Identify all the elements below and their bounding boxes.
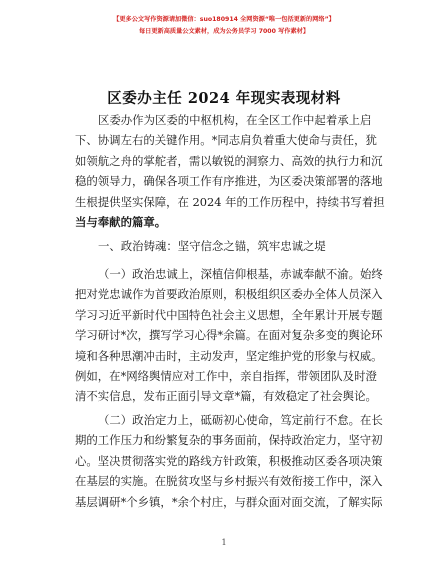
- text-line: 当与奉献的篇章。: [75, 215, 167, 230]
- subsection-2-paragraph: [75, 410, 382, 512]
- text-line: 学习习近平新时代中国特色社会主义思想，全年累计开展专题: [75, 307, 383, 322]
- text-line: 在基层的实施。在脱贫攻坚与乡村振兴有效衔接工作中，深入: [75, 474, 383, 489]
- text-line: 心。坚决贯彻落实党的路线方针政策，积极推动区委各项决策: [75, 453, 383, 468]
- text-line: （二）政治定力上，砥砺初心使命，笃定前行不怠。在长: [98, 413, 383, 427]
- page-number: 1: [221, 538, 227, 547]
- intro-paragraph: [75, 110, 385, 232]
- text-line: 清不实信息，发布正面引导文章*篇，有效稳定了社会舆论。: [75, 389, 377, 404]
- subsection-1-paragraph: [75, 264, 382, 407]
- text-line: 稳的领导力，确保各项工作有序推进，为区委决策部署的落地: [75, 174, 383, 189]
- text-line: 学习研讨*次，撰写学习心得*余篇。在面对复杂多变的舆论环: [75, 328, 383, 343]
- text-line: 基层调研*个乡镇，*余个村庄，与群众面对面交流，了解实际: [75, 494, 383, 509]
- text-line: 境和各种思潮冲击时，主动发声，坚定维护党的形象与权威。: [75, 348, 383, 363]
- text-line: 区委办作为区委的中枢机构，在全区工作中起着承上启: [98, 113, 372, 127]
- promo-line-2: 每日更新高质量公文素材，成为公务员学习 7000 写作素材】: [138, 28, 310, 35]
- section-heading-text: 一、政治铸魂：坚守信念之锚，筑牢忠诚之堤: [98, 239, 326, 253]
- promo-line-1: 【更多公文写作资源请加微信：suo180914 全网资源“唯一包括更新的网络”】: [113, 16, 335, 23]
- text-line: 生根提供坚实保障，在 2024 年的工作历程中，持续书写着担: [75, 194, 385, 209]
- text-line: 把对党忠诚作为首要政治原则，积极组织区委办全体人员深入: [75, 287, 383, 302]
- text-line: 下、协调左右的关键作用。*同志肩负着重大使命与责任，犹: [75, 133, 377, 148]
- text-line: 如领航之舟的掌舵者，需以敏锐的洞察力、高效的执行力和沉: [75, 153, 383, 168]
- document-title: 区委办主任 2024 年现实表现材料: [107, 90, 341, 107]
- text-line: （一）政治忠诚上，深植信仰根基，赤诚奉献不渝。始终: [98, 267, 383, 281]
- section-heading-1: [75, 236, 382, 256]
- text-line: 期的工作压力和纷繁复杂的事务面前，保持政治定力，坚守初: [75, 433, 383, 448]
- text-line: 例如，在*网络舆情应对工作中，亲自指挥，带领团队及时澄: [75, 369, 377, 384]
